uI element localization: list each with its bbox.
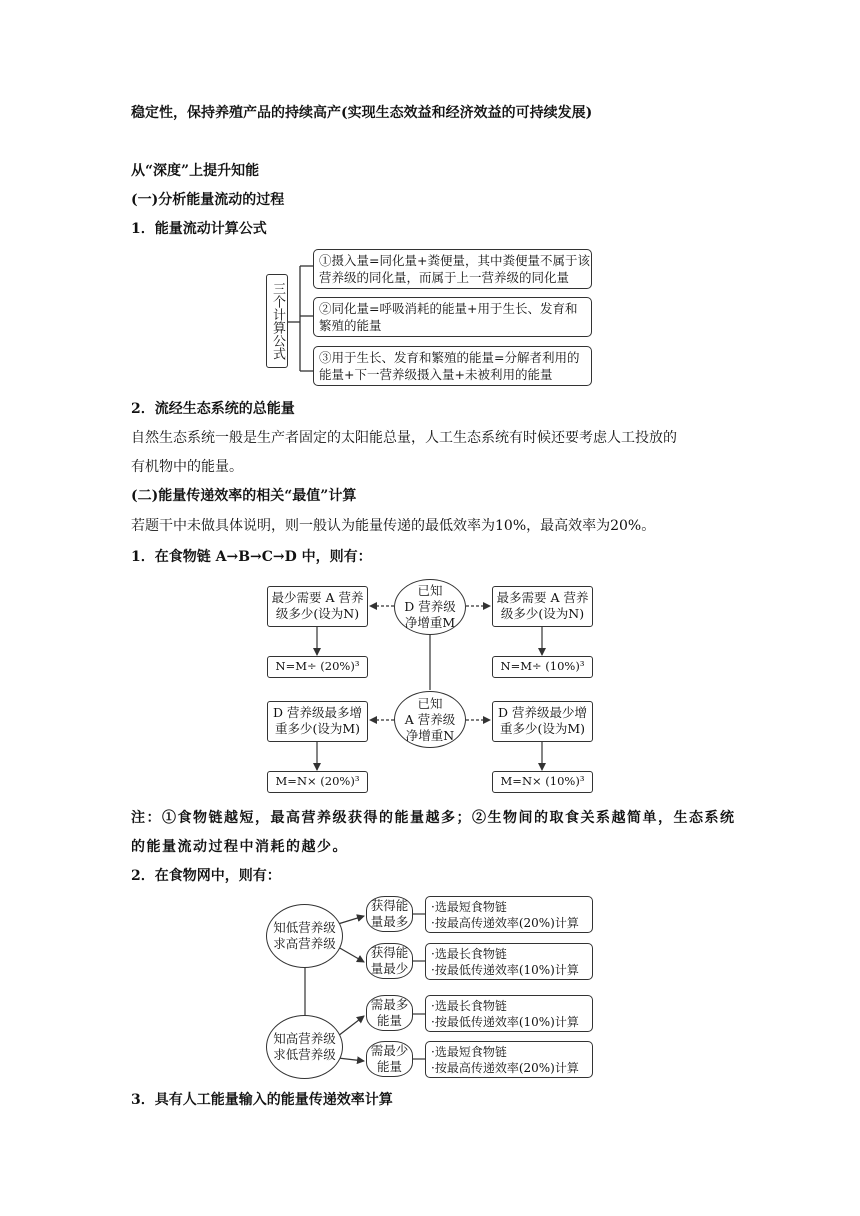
note-line-2: 的能量流动过程中消耗的越少。 [131, 839, 348, 855]
chain-max-a-line-1: 最多需要 A 营养 [496, 590, 589, 605]
item-heading-2: 2．流经生态系统的总能量 [131, 401, 295, 417]
chain-min-a-line-1: 最少需要 A 营养 [271, 590, 364, 605]
web-branch-3-rule-box [425, 995, 593, 1032]
web-low-to-high-line-1: 知低营养级 [273, 920, 336, 935]
item-heading-3: 3．具有人工能量输入的能量传递效率计算 [131, 1092, 393, 1108]
formula-3-line-2: 能量+下一营养级摄入量+未被利用的能量 [319, 367, 553, 382]
chain-min-d-line-2: 重多少(设为M) [499, 721, 586, 736]
chain-item-heading: 1．在食物链 A→B→C→D 中，则有： [131, 549, 372, 565]
web-branch-4-line-1: 需最少 [370, 1043, 409, 1058]
web-branch-4-rule-1: ·选最短食物链 [431, 1045, 507, 1059]
chain-formula-max-d: M=N× (20%)³ [267, 771, 368, 793]
web-low-to-high-line-2: 求高营养级 [273, 936, 336, 951]
web-branch-2-ellipse [366, 943, 413, 979]
section-heading-1: (一)分析能量流动的过程 [131, 192, 285, 208]
formula-2-line-1: ②同化量=呼吸消耗的能量+用于生长、发育和 [319, 301, 578, 316]
web-branch-1-ellipse [366, 896, 413, 932]
formula-1-line-2: 营养级的同化量，而属于上一营养级的同化量 [319, 270, 570, 285]
web-branch-1-rule-1: ·选最短食物链 [431, 900, 507, 914]
section-2-body: 若题干中未做具体说明，则一般认为能量传递的最低效率为10%，最高效率为20%。 [131, 518, 656, 534]
item-2-body-line-1: 自然生态系统一般是生产者固定的太阳能总量，人工生态系统有时候还要考虑人工投放的 [131, 430, 677, 446]
web-branch-3-rule-2: ·按最低传递效率(10%)计算 [431, 1015, 579, 1029]
chain-formula-max-a: N=M÷ (10%)³ [492, 656, 593, 678]
web-high-to-low-line-2: 求低营养级 [273, 1047, 336, 1062]
chain-max-d-line-1: D 营养级最多增 [273, 705, 362, 720]
web-branch-2-rule-1: ·选最长食物链 [431, 947, 507, 961]
chain-known-d-line-1: 已知 [417, 583, 443, 598]
chain-max-a-line-2: 级多少(设为N) [500, 606, 585, 621]
chain-min-d-line-1: D 营养级最少增 [498, 705, 587, 720]
web-branch-4-rule-2: ·按最高传递效率(20%)计算 [431, 1061, 579, 1075]
web-branch-3-line-2: 能量 [376, 1013, 402, 1028]
formula-group-label: 三个计算公式 [266, 274, 288, 368]
web-high-to-low-ellipse [266, 1015, 343, 1079]
web-branch-4-line-2: 能量 [376, 1059, 402, 1074]
formula-1-line-1: ①摄入量=同化量+粪便量，其中粪便量不属于该 [319, 253, 590, 268]
chain-known-a-line-1: 已知 [417, 695, 443, 711]
web-branch-2-rule-2: ·按最低传递效率(10%)计算 [431, 963, 579, 977]
chain-max-d-line-2: 重多少(设为M) [274, 721, 361, 736]
chain-formula-min-d: M=N× (10%)³ [492, 771, 593, 793]
web-branch-2-line-2: 量最少 [370, 961, 409, 976]
chain-known-a-line-3: 净增重N [405, 727, 455, 743]
item-heading-1: 1．能量流动计算公式 [131, 221, 267, 237]
chain-known-d-line-3: 净增重M [404, 615, 456, 630]
chain-min-a-line-2: 级多少(设为N) [275, 606, 360, 621]
web-branch-1-line-2: 量最多 [370, 914, 409, 929]
web-high-to-low-line-1: 知高营养级 [273, 1031, 336, 1046]
web-branch-2-line-1: 获得能 [370, 945, 409, 960]
web-item-heading: 2．在食物网中，则有： [131, 868, 281, 884]
web-branch-4-ellipse [366, 1041, 413, 1077]
web-branch-1-rule-2: ·按最高传递效率(20%)计算 [431, 916, 579, 930]
web-branch-3-ellipse [366, 995, 413, 1031]
chain-formula-min-a: N=M÷ (20%)³ [267, 656, 368, 678]
web-low-to-high-ellipse [266, 904, 343, 968]
chain-known-a-line-2: A 营养级 [404, 711, 456, 727]
formula-3-line-1: ③用于生长、发育和繁殖的能量=分解者利用的 [319, 350, 580, 365]
depth-heading: 从“深度”上提升知能 [131, 163, 260, 179]
chain-known-d-line-2: D 营养级 [404, 599, 456, 614]
formula-2-line-2: 繁殖的能量 [319, 318, 382, 333]
web-branch-3-line-1: 需最多 [370, 997, 409, 1012]
web-branch-2-rule-box [425, 943, 593, 980]
web-branch-1-rule-box [425, 896, 593, 933]
web-branch-4-rule-box [425, 1041, 593, 1078]
item-2-body-line-2: 有机物中的能量。 [131, 459, 243, 475]
web-branch-1-line-1: 获得能 [370, 898, 409, 913]
note-line-1: 注：①食物链越短，最高营养级获得的能量越多；②生物间的取食关系越简单，生态系统 [131, 810, 736, 826]
section-heading-2: (二)能量传递效率的相关“最值”计算 [131, 488, 357, 504]
web-branch-3-rule-1: ·选最长食物链 [431, 999, 507, 1013]
intro-text: 稳定性，保持养殖产品的持续高产(实现生态效益和经济效益的可持续发展) [131, 105, 593, 121]
